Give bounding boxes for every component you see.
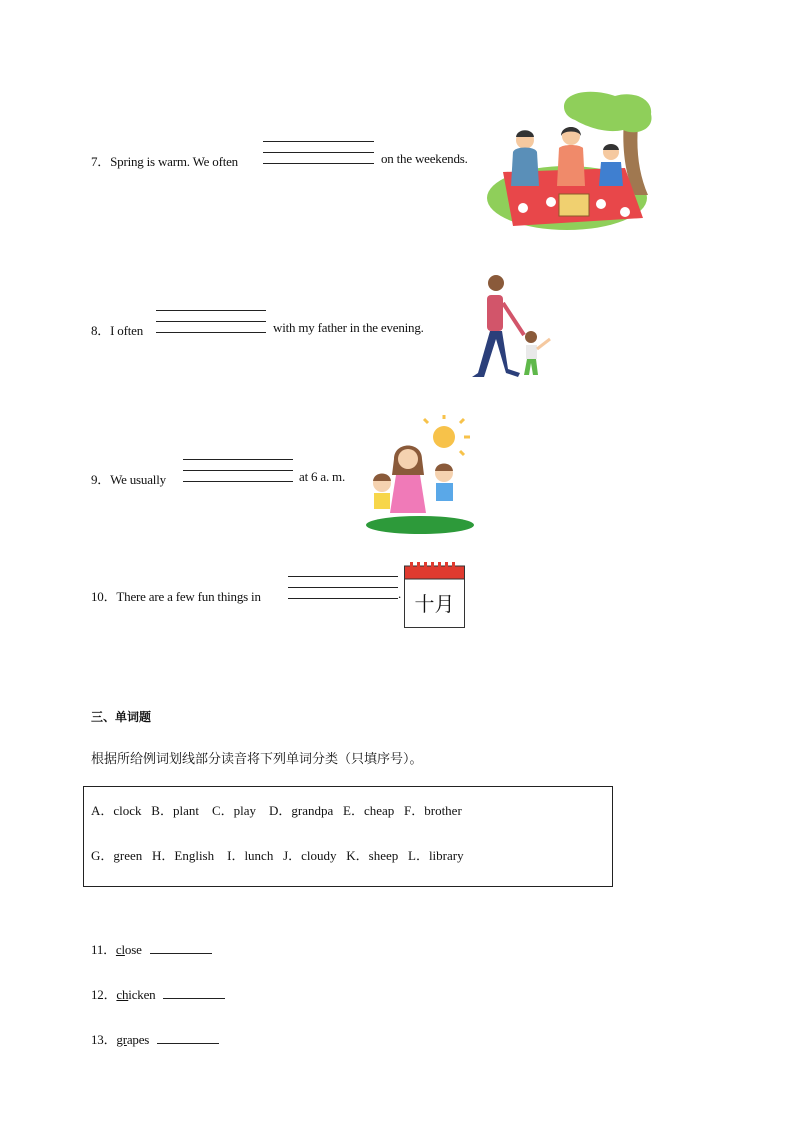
word-rest: ose xyxy=(124,942,142,957)
underlined-part: ch xyxy=(116,987,129,1002)
answer-lines[interactable] xyxy=(183,459,293,492)
calendar-label: 十月 xyxy=(414,592,455,616)
options-row-1: A．clock B．plant C．play D．grandpa E．cheap F．brother xyxy=(91,803,462,818)
question-9-after: at 6 a. m. xyxy=(299,469,346,484)
calendar-icon xyxy=(404,562,465,628)
word-question-12 xyxy=(91,984,225,1003)
question-number: 9． xyxy=(91,472,111,487)
answer-lines[interactable] xyxy=(156,310,266,343)
word-question-13 xyxy=(91,1029,219,1048)
answer-blank[interactable] xyxy=(157,1033,219,1044)
section-instruction: 根据所给例词划线部分读音将下列单词分类（只填序号）。 xyxy=(91,752,423,767)
question-8 xyxy=(91,320,143,339)
question-number: 13． xyxy=(91,1032,117,1047)
question-number: 10． xyxy=(91,589,117,604)
underlined-part: cl xyxy=(115,942,125,957)
options-box xyxy=(83,786,613,887)
question-text-before: I often xyxy=(110,323,143,338)
section-title: 三、单词题 xyxy=(91,710,152,724)
options-row-2: G．green H．English I．lunch J．cloudy K．sheep L．library xyxy=(91,848,464,863)
question-8-after: with my father in the evening. xyxy=(273,320,424,335)
word-question-11 xyxy=(91,939,212,958)
word-rest: apes xyxy=(126,1032,150,1047)
question-number: 11． xyxy=(91,942,116,957)
question-number: 7． xyxy=(91,154,111,169)
question-text-before: There are a few fun things in xyxy=(116,589,261,604)
question-7-after: on the weekends. xyxy=(381,151,468,166)
answer-blank[interactable] xyxy=(163,988,225,999)
answer-blank[interactable] xyxy=(150,943,212,954)
question-text-before: Spring is warm. We often xyxy=(110,154,238,169)
answer-lines[interactable] xyxy=(263,141,374,174)
question-9 xyxy=(91,469,166,488)
underlined-part: gr xyxy=(116,1032,127,1047)
answer-lines[interactable] xyxy=(288,576,398,609)
question-number: 8． xyxy=(91,323,111,338)
word-rest: icken xyxy=(128,987,156,1002)
question-10-after: . xyxy=(398,586,402,601)
father-child-walking-illustration xyxy=(468,273,558,383)
question-10 xyxy=(91,586,261,605)
morning-exercise-illustration xyxy=(364,415,479,537)
question-text-before: We usually xyxy=(110,472,166,487)
question-number: 12． xyxy=(91,987,117,1002)
picnic-family-illustration xyxy=(485,90,655,235)
question-7 xyxy=(91,151,238,170)
